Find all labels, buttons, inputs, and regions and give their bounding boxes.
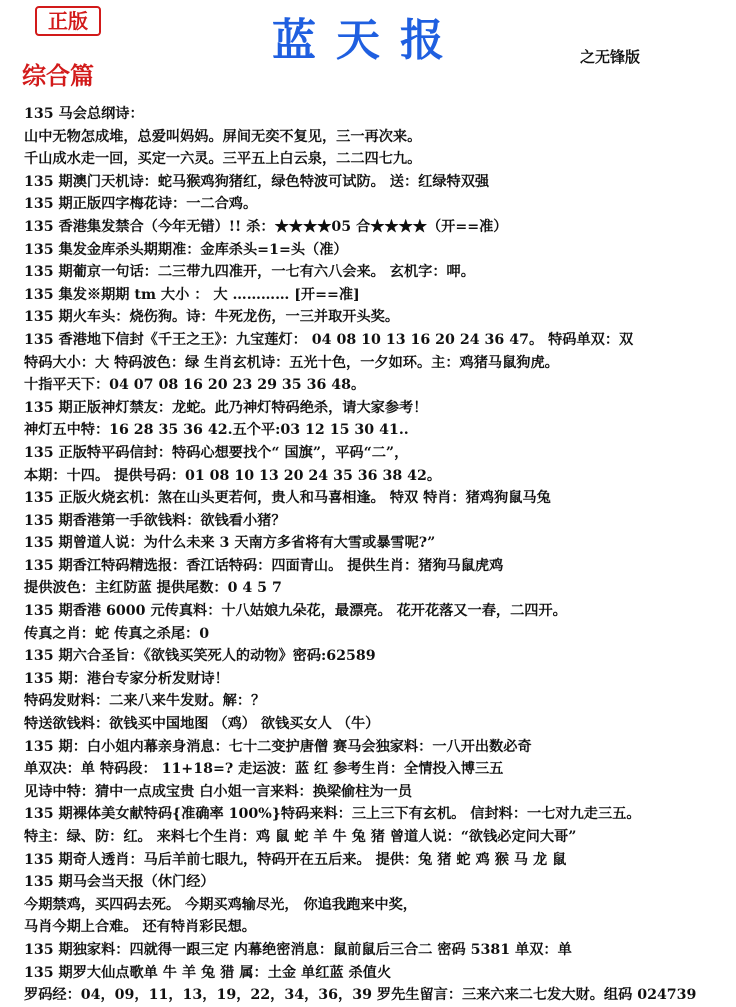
content-line: 135 香港地下信封《千王之王》：九宝莲灯： 04 08 10 13 16 20 24 36 47。 特码单双：双 xyxy=(24,331,634,348)
content-line: 单双决：单 特码段： 11+18=? 走运波：蓝 红 参考生肖：全情投入博三五 xyxy=(24,761,504,778)
content-line: 135 集发※期期 tm 大小 ： 大 ………… [开==准] xyxy=(24,286,360,303)
content-line: 135 期：白小姐内幕亲身消息：七十二变护唐僧 赛马会独家料：一八开出数必奇 xyxy=(24,738,532,755)
content-line: 传真之肖：蛇 传真之杀尾：0 xyxy=(24,625,210,642)
newspaper-title: 蓝天报 xyxy=(272,15,464,66)
edition-label: 之无锋版 xyxy=(579,48,640,66)
content-line: 135 马会总纲诗： xyxy=(24,106,144,122)
content-line: 特主：绿、防：红。 来料七个生肖：鸡 鼠 蛇 羊 牛 兔 猪 曾道人说：“欲钱必定问大哥” xyxy=(24,829,577,845)
content-line: 135 期澳门天机诗：蛇马猴鸡狗猪红，绿色特波可试防。 送：红绿特双强 xyxy=(24,173,490,190)
content-line: 135 集发金库杀头期期准：金库杀头=1=头（准） xyxy=(24,241,348,258)
content-line: 特送欲钱料：欲钱买中国地图 （鸡） 欲钱买女人 （牛） xyxy=(24,716,380,733)
content-line: 提供波色：主红防蓝 提供尾数：0 4 5 7 xyxy=(24,580,282,597)
content-line: 千山成水走一回，买定一六灵。三平五上白云泉，二二四七九。 xyxy=(24,151,422,168)
content-line: 135 期：港台专家分析发财诗！ xyxy=(24,670,229,687)
content-line: 见诗中特：猜中一点成宝贵 白小姐一言来料：换梁偷柱为一员 xyxy=(24,783,413,800)
content-line: 今期禁鸡，买四码去死。 今期买鸡输尽光， 你追我跑来中奖， xyxy=(24,896,417,913)
content-line: 135 期罗大仙点歌单 牛 羊 兔 猎 属：土金 单红蓝 杀值火 xyxy=(24,964,392,981)
content-line: 135 期香港 6000 元传真料：十八姑娘九朵花，最漂亮。 花开花落又一春，二四开。 xyxy=(24,603,567,620)
content-line: 135 期葡京一句话：二三带九四准开，一七有六八会来。 玄机字：呷。 xyxy=(24,264,475,281)
content-line: 本期：十四。 提供号码：01 08 10 13 20 24 35 36 38 42。 xyxy=(24,467,442,484)
content-line: 135 期独家料：四就得一跟三定 内幕绝密消息：鼠前鼠后三合二 密码 5381 单双：单 xyxy=(24,941,572,958)
content-line: 135 期火车头：烧伤狗。诗：牛死龙伤，一三并取开头奖。 xyxy=(24,309,400,326)
content-line: 十指平天下：04 07 08 16 20 23 29 35 36 48。 xyxy=(24,377,366,394)
content-line: 特码发财料：二来八来牛发财。解：？ xyxy=(24,693,266,710)
content-line: 135 期香港第一手欲钱料：欲钱看小猪？ xyxy=(24,512,286,529)
content-line: 135 正版火烧玄机：煞在山头更若何，贵人和马喜相逢。 特双 特肖：猪鸡狗鼠马兔 xyxy=(24,490,551,507)
content-line: 罗码经：04，09，11，13，19，22，34，36，39 罗先生留言：三来六来二七发大财。组码 024739 xyxy=(24,987,697,1004)
content-line: 135 期香江特码精选报：香江话特码：四面青山。 提供生肖：猪狗马鼠虎鸡 xyxy=(24,557,504,574)
content-line: 135 香港集发禁合（今年无错）!! 杀：★★★★05 合★★★★（开==准） xyxy=(24,218,508,235)
content-line: 山中无物怎成堆，总爱叫妈妈。屏间无奕不复见，三一再次来。 xyxy=(24,128,422,145)
content-line: 135 期裸体美女献特码{准确率 100%}特码来料：三上三下有玄机。 信封料：一七对九走三五。 xyxy=(24,806,641,823)
content-line: 135 期正版四字梅花诗：一二合鸡。 xyxy=(24,196,258,213)
content-line: 135 期马会当天报（休门经） xyxy=(24,874,215,891)
content-line: 神灯五中特：16 28 35 36 42.五个平:03 12 15 30 41.. xyxy=(24,422,409,439)
content-line: 马肖今期上合难。 还有特肖彩民想。 xyxy=(24,919,256,936)
section-title: 综合篇 xyxy=(22,61,94,90)
content-line: 135 期六合圣旨：《欲钱买笑死人的动物》密码:62589 xyxy=(24,648,376,665)
content-line: 135 正版特平码信封：特码心想要找个“ 国旗”，平码“二”， xyxy=(24,444,409,461)
content-line: 特码大小：大 特码波色：绿 生肖玄机诗：五光十色，一夕如环。主：鸡猪马鼠狗虎。 xyxy=(24,354,559,371)
content-line: 135 期奇人透肖：马后羊前七眼九，特码开在五后来。 提供：兔 猪 蛇 鸡 猴 马 龙 鼠 xyxy=(24,851,567,868)
content-line: 135 期正版神灯禁友：龙蛇。此乃神灯特码绝杀，请大家参考！ xyxy=(24,399,428,416)
edition-badge: 正版 xyxy=(35,6,101,36)
content-line: 135 期曾道人说：为什么未来 3 天南方多省将有大雪或暴雪呢?” xyxy=(24,535,436,552)
content-lines xyxy=(24,103,729,1007)
